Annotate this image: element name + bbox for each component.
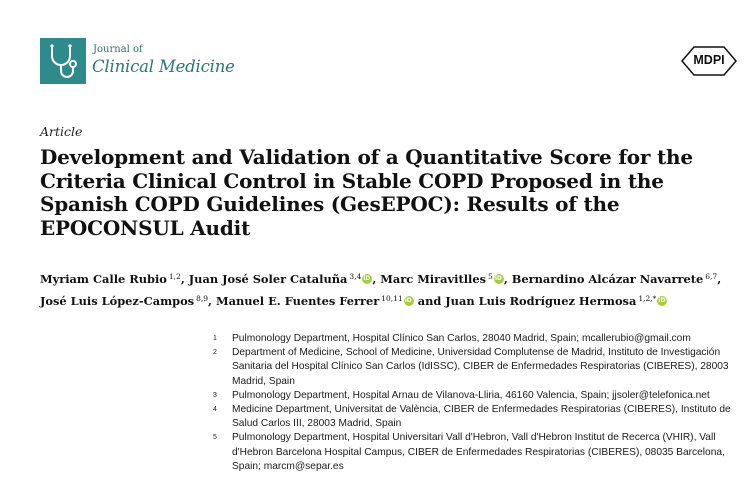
publisher-logo: [680, 45, 738, 77]
affiliation-item: [205, 346, 750, 389]
journal-logo: [40, 38, 86, 84]
affiliation-number: 1: [213, 335, 217, 342]
affiliation-text: Pulmonology Department, Hospital Arnau de Vilanova-Lliria, 46160 Valencia, Spain; jjsoler@telefonica.net: [232, 389, 710, 401]
author-separator: ,: [503, 272, 512, 286]
author-name[interactable]: Bernardino Alcázar Navarrete: [511, 272, 704, 286]
orcid-icon[interactable]: [657, 296, 667, 306]
author-list: [40, 267, 740, 311]
affiliation-text: Medicine Department, Universitat de València, CIBER de Enfermedades Respiratorias (CIBERES), Instituto de Salud Carlos III, 28003 Madrid, Spain: [232, 404, 731, 430]
article-title: Development and Validation of a Quantitative Score for the Criteria Clinical Control in Stable COPD Proposed in the Spanish COPD Guidelines (GesEPOC): Results of the EPOCONSUL Audit: [40, 145, 693, 240]
author-affiliation-marker: 3,4: [349, 272, 362, 281]
author-separator: ,: [717, 272, 722, 286]
author-affiliation-marker: 1,2,*: [638, 294, 657, 303]
author-affiliation-marker: 8,9: [196, 294, 209, 303]
author-separator: ,: [208, 294, 216, 308]
author-affiliation-marker: 1,2: [168, 272, 181, 281]
author-separator: ,: [372, 272, 381, 286]
author-affiliation-marker: 10,11: [381, 294, 403, 303]
affiliation-number: 4: [213, 406, 217, 414]
orcid-icon[interactable]: [404, 296, 414, 306]
author-affiliation-marker: 5: [488, 272, 493, 281]
affiliation-list: [205, 332, 750, 474]
affiliation-item: [205, 403, 750, 431]
affiliation-text: Department of Medicine, School of Medicine, Universidad Complutense de Madrid, Instituto de Investigación Sanitaria del Hospital Clínico San Carlos (IdISSC), CIBER de Enfermedades Respiratorias (CIBERES), 28003 Madrid, Spain: [232, 347, 729, 387]
orcid-icon[interactable]: [494, 274, 504, 284]
article-type: Article: [40, 124, 83, 139]
author-name[interactable]: Marc Miravitlles: [380, 272, 487, 286]
author-name[interactable]: Juan José Soler Cataluña: [188, 272, 348, 286]
journal-prefix: Journal of: [93, 44, 143, 55]
author-separator: ,: [180, 272, 189, 286]
affiliation-item: [205, 389, 750, 403]
author-affiliation-marker: 6,7: [705, 272, 718, 281]
publisher-name: MDPI: [693, 53, 725, 67]
affiliation-item: [205, 332, 750, 346]
affiliation-number: 3: [213, 391, 217, 399]
affiliation-number: 2: [213, 349, 217, 357]
journal-name: Clinical Medicine: [92, 57, 235, 76]
stethoscope-icon: [40, 38, 86, 84]
author-name[interactable]: Myriam Calle Rubio: [40, 272, 167, 286]
author-separator: and: [413, 294, 446, 308]
author-name[interactable]: José Luis López-Campos: [40, 294, 195, 308]
author-name[interactable]: Manuel E. Fuentes Ferrer: [215, 294, 380, 308]
affiliation-item: [205, 431, 750, 474]
affiliation-number: 5: [213, 434, 217, 442]
affiliation-text: Pulmonology Department, Hospital Clínico San Carlos, 28040 Madrid, Spain; mcallerubio@gmail.com: [232, 333, 691, 344]
orcid-icon[interactable]: [362, 274, 372, 284]
author-name[interactable]: Juan Luis Rodríguez Hermosa: [445, 294, 637, 308]
affiliation-text: Pulmonology Department, Hospital Universitari Vall d'Hebron, Vall d'Hebron Institut de Recerca (VHIR), Vall d'Hebron Barcelona Hospital Campus, CIBER de Enfermedades Respiratorias (CIBERES), 08035 Barcelona, Spain; marcm@separ.es: [232, 432, 725, 472]
